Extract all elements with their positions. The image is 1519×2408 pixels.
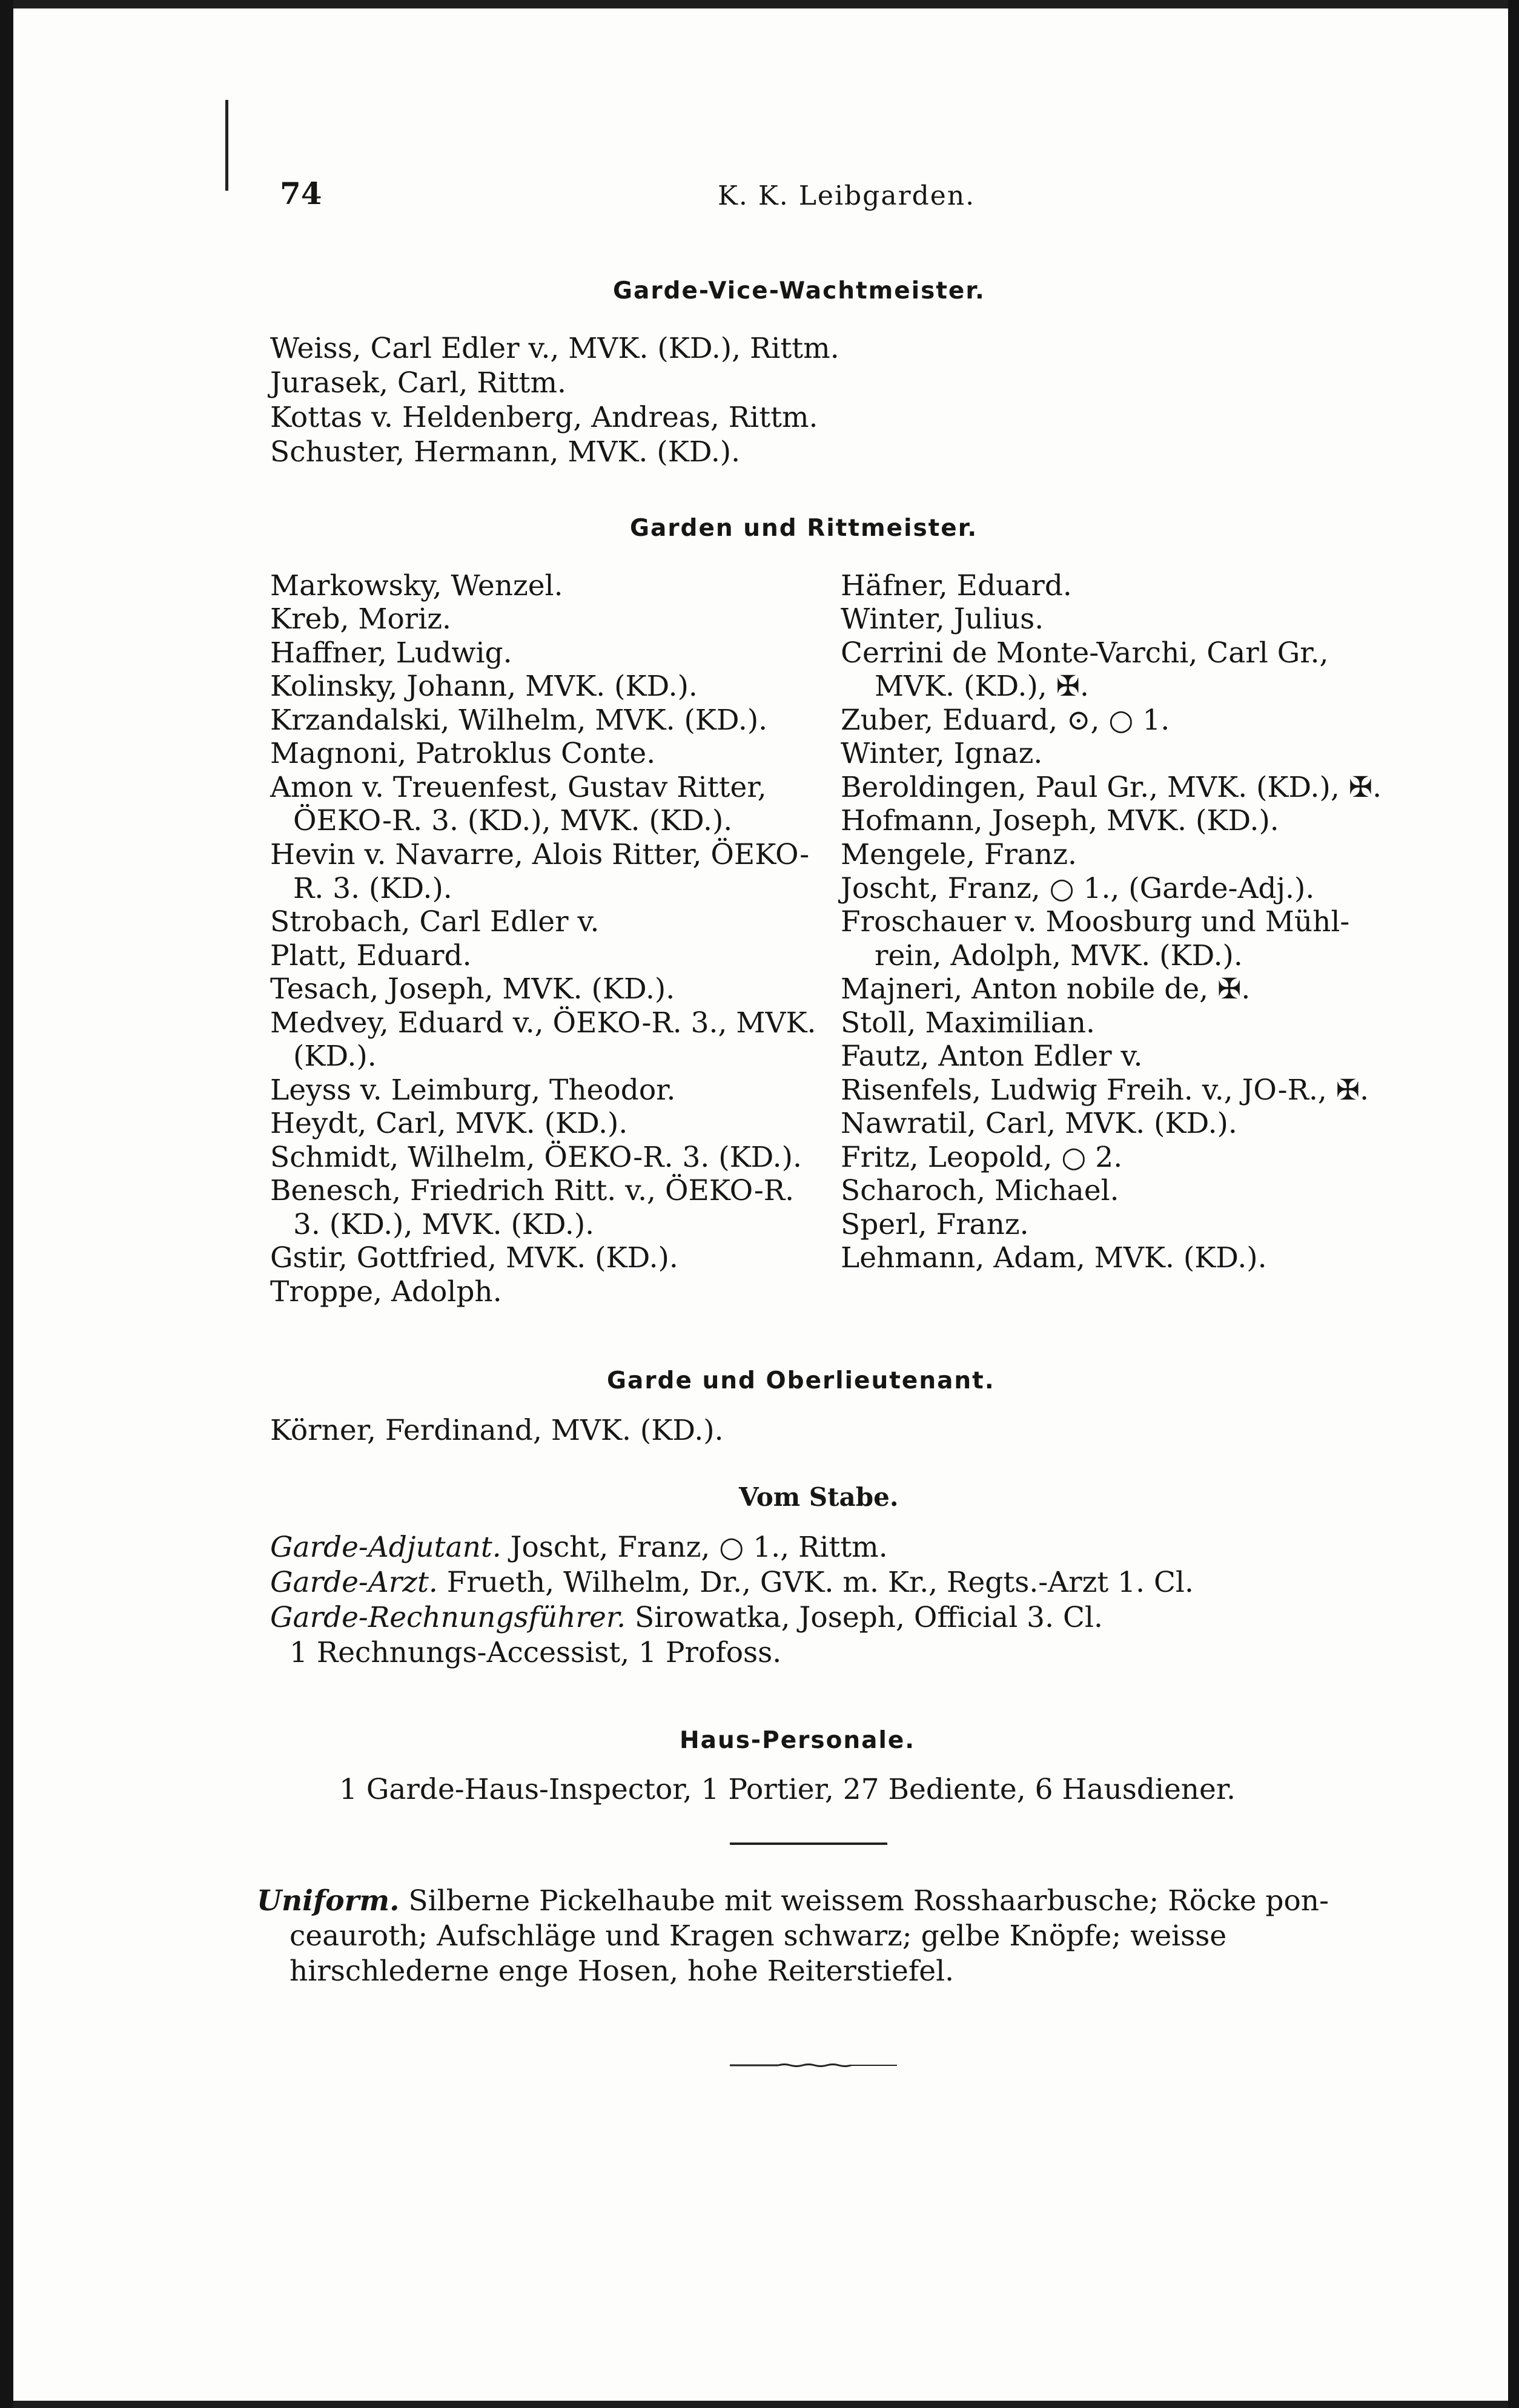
staff-name: Frueth, Wilhelm, Dr., GVK. m. Kr., Regts.-Arzt 1. Cl. (446, 1566, 1194, 1599)
list-item: Cerrini de Monte-Varchi, Carl Gr., (841, 636, 1329, 670)
list-item: Benesch, Friedrich Ritt. v., ÖEKO-R. (270, 1174, 795, 1207)
uniform-text: ceauroth; Aufschläge und Kragen schwarz; gelbe Knöpfe; weisse (290, 1919, 1227, 1953)
list-item: Körner, Ferdinand, MVK. (KD.). (270, 1414, 724, 1447)
list-item: Troppe, Adolph. (270, 1275, 502, 1308)
scan-border-bottom (0, 2401, 1519, 2408)
list-item: Winter, Julius. (841, 602, 1044, 636)
section-heading-rittmeister: Garden und Rittmeister. (630, 515, 978, 542)
list-item: Strobach, Carl Edler v. (270, 905, 600, 938)
list-item: Markowsky, Wenzel. (270, 569, 563, 602)
binding-mark (225, 100, 228, 191)
staff-role: Garde-Adjutant. (270, 1531, 501, 1564)
running-title: K. K. Leibgarden. (718, 180, 976, 211)
list-item: Heydt, Carl, MVK. (KD.). (270, 1107, 628, 1140)
list-item: Hofmann, Joseph, MVK. (KD.). (841, 804, 1279, 837)
list-item: Platt, Eduard. (270, 939, 472, 972)
list-item: ÖEKO-R. 3. (KD.), MVK. (KD.). (293, 804, 733, 837)
end-ornament (730, 2063, 897, 2067)
list-item: Nawratil, Carl, MVK. (KD.). (841, 1107, 1237, 1140)
list-item: Haffner, Ludwig. (270, 636, 512, 670)
list-item: Jurasek, Carl, Rittm. (270, 366, 566, 400)
list-item: Risenfels, Ludwig Freih. v., JO-R., ✠. (841, 1074, 1369, 1107)
staff-row (270, 1566, 1194, 1599)
staff-row (270, 1601, 1103, 1634)
section-heading-vice: Garde-Vice-Wachtmeister. (613, 277, 985, 305)
list-item: Majneri, Anton nobile de, ✠. (841, 972, 1251, 1006)
list-item: Winter, Ignaz. (841, 737, 1043, 770)
list-item: Mengele, Franz. (841, 838, 1077, 871)
list-item: Weiss, Carl Edler v., MVK. (KD.), Rittm. (270, 332, 839, 365)
list-item: Kolinsky, Johann, MVK. (KD.). (270, 670, 698, 703)
uniform-line (257, 1884, 1329, 1918)
list-item: Lehmann, Adam, MVK. (KD.). (841, 1241, 1267, 1275)
scan-border-left (0, 0, 13, 2408)
staff-role: Garde-Rechnungsführer. (270, 1601, 626, 1634)
uniform-text: hirschlederne enge Hosen, hohe Reiterstiefel. (290, 1954, 955, 1988)
list-item: Schmidt, Wilhelm, ÖEKO-R. 3. (KD.). (270, 1141, 802, 1174)
uniform-label: Uniform. (257, 1884, 400, 1918)
list-item: Schuster, Hermann, MVK. (KD.). (270, 435, 741, 469)
section-heading-stab: Vom Stabe. (739, 1482, 899, 1512)
list-item: 3. (KD.), MVK. (KD.). (293, 1208, 595, 1241)
list-item: Joscht, Franz, ○ 1., (Garde-Adj.). (841, 872, 1315, 905)
list-item: Medvey, Eduard v., ÖEKO-R. 3., MVK. (270, 1006, 816, 1040)
staff-name: Sirowatka, Joseph, Official 3. Cl. (635, 1601, 1103, 1634)
page-number: 74 (280, 176, 322, 211)
staff-extra: 1 Rechnungs-Accessist, 1 Profoss. (290, 1636, 782, 1669)
staff-row (270, 1531, 888, 1564)
list-item: Magnoni, Patroklus Conte. (270, 737, 656, 770)
section-heading-haus: Haus-Personale. (680, 1727, 916, 1754)
list-item: Krzandalski, Wilhelm, MVK. (KD.). (270, 704, 768, 737)
list-item: Hevin v. Navarre, Alois Ritter, ÖEKO- (270, 838, 810, 871)
list-item: MVK. (KD.), ✠. (875, 670, 1089, 703)
list-item: Kottas v. Heldenberg, Andreas, Rittm. (270, 401, 818, 434)
list-item: Stoll, Maximilian. (841, 1006, 1095, 1040)
list-item: Kreb, Moriz. (270, 602, 451, 636)
list-item: Tesach, Joseph, MVK. (KD.). (270, 972, 675, 1006)
list-item: Scharoch, Michael. (841, 1174, 1119, 1207)
list-item: Amon v. Treuenfest, Gustav Ritter, (270, 771, 767, 804)
list-item: rein, Adolph, MVK. (KD.). (875, 939, 1243, 972)
list-item: Leyss v. Leimburg, Theodor. (270, 1074, 676, 1107)
list-item: (KD.). (293, 1040, 377, 1073)
list-item: Fritz, Leopold, ○ 2. (841, 1141, 1123, 1174)
staff-name: Joscht, Franz, ○ 1., Rittm. (510, 1531, 888, 1564)
section-divider (730, 1842, 887, 1845)
list-item: Gstir, Gottfried, MVK. (KD.). (270, 1241, 678, 1275)
scan-border-right (1508, 0, 1519, 2408)
list-item: Beroldingen, Paul Gr., MVK. (KD.), ✠. (841, 771, 1382, 804)
list-item: Froschauer v. Moosburg und Mühl- (841, 905, 1350, 938)
uniform-text: Silberne Pickelhaube mit weissem Rosshaarbusche; Röcke pon- (408, 1884, 1329, 1918)
list-item: Sperl, Franz. (841, 1208, 1029, 1241)
list-item: Häfner, Eduard. (841, 569, 1072, 602)
staff-role: Garde-Arzt. (270, 1566, 438, 1599)
list-item: Fautz, Anton Edler v. (841, 1040, 1143, 1073)
list-item: Zuber, Eduard, ⊙, ○ 1. (841, 704, 1170, 737)
section-heading-oberlieutenant: Garde und Oberlieutenant. (607, 1367, 995, 1394)
scan-border-top (0, 0, 1519, 8)
haus-text: 1 Garde-Haus-Inspector, 1 Portier, 27 Bediente, 6 Hausdiener. (339, 1773, 1236, 1806)
list-item: R. 3. (KD.). (293, 872, 452, 905)
